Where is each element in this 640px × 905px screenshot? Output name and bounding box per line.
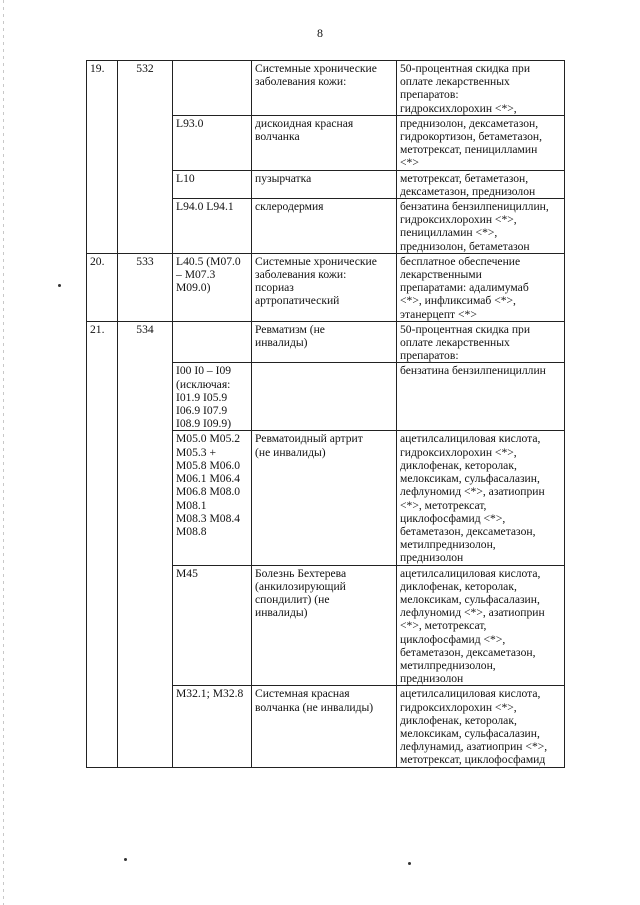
table-row (87, 321, 565, 363)
disease-name-cell (252, 170, 397, 198)
disease-name-text: склеродермия (255, 200, 324, 214)
drugs-list-text: бесплатное обеспечение лекарственными препаратами: адалимумаб <*>, инфликсимаб <*>, этанерцепт <*> (400, 254, 529, 321)
drugs-list-cell (397, 115, 565, 170)
group-code: 534 (118, 321, 173, 767)
disease-name-cell (252, 253, 397, 321)
group-code: 532 (118, 61, 173, 254)
disease-name-text: дискоидная красная волчанка (255, 116, 354, 144)
icd-codes-cell (173, 253, 252, 321)
drugs-list-text: бензатина бензилпенициллин (400, 364, 546, 378)
drugs-list-text: ацетилсалициловая кислота, гидроксихлорохин <*>, диклофенак, кеторолак, мелоксикам, сульфасалазин, лефлуномид <*>, азатиоприн <*>, метотрексат, циклофосфамид <*>, бетаметазон, дексаметазон, метилпреднизолон, преднизолон (400, 432, 545, 565)
drugs-list-text: 50-процентная скидка при оплате лекарственных препаратов: (400, 322, 531, 363)
drugs-list-cell (397, 199, 565, 254)
drugs-list-cell (397, 565, 565, 686)
icd-codes-cell (173, 170, 252, 198)
drugs-list-cell (397, 431, 565, 565)
icd-codes-cell (173, 321, 252, 363)
scan-dot (58, 284, 61, 287)
disease-name-text: Болезнь Бехтерева (анкилозирующий спондилит) (не инвалиды) (255, 566, 347, 620)
drugs-list-text: ацетилсалициловая кислота, диклофенак, кеторолак, мелоксикам, сульфасалазин, лефлуномид <*>, азатиоприн <*>, метотрексат, циклофосфамид <*>, бетаметазон, дексаметазон, метилпреднизолон, преднизолон (400, 566, 545, 686)
scan-dot (408, 862, 411, 865)
disease-name-text: Системные хронические заболевания кожи: (255, 62, 377, 89)
drugs-list-text: бензатина бензилпенициллин, гидроксихлорохин <*>, пеницилламин <*>, преднизолон, бетаметазон (400, 200, 549, 253)
disease-name-cell (252, 686, 397, 767)
drugs-list-cell (397, 321, 565, 363)
group-code: 533 (118, 253, 173, 321)
icd-codes-text: M05.0 M05.2 M05.3 + M05.8 M06.0 M06.1 M06.4 M06.8 M08.0 M08.1 M08.3 M08.4 M08.8 (176, 432, 241, 538)
disease-name-cell (252, 363, 397, 431)
disease-name-text: Ревматоидный артрит (не инвалиды) (255, 432, 363, 459)
drugs-list-text: ацетилсалициловая кислота, гидроксихлорохин <*>, диклофенак, кеторолак, мелоксикам, сульфасалазин, лефлунамид, азатиоприн <*>, метотрексат, циклофосфамид (400, 687, 548, 767)
icd-codes-text: L40.5 (M07.0 – M07.3 M09.0) (176, 254, 241, 295)
icd-codes-cell (173, 565, 252, 686)
table-row (87, 253, 565, 321)
disease-name-text: Ревматизм (не инвалиды) (255, 322, 325, 350)
table-body (87, 61, 565, 768)
row-number: 19. (87, 61, 118, 254)
icd-codes-text: L10 (176, 171, 195, 185)
disease-name-text: пузырчатка (255, 171, 312, 185)
drugs-list-text: 50-процентная скидка при оплате лекарственных препаратов: гидроксихлорохин <*>, (400, 62, 531, 115)
disease-name-cell (252, 431, 397, 565)
row-number: 20. (87, 253, 118, 321)
drugs-list-cell (397, 363, 565, 431)
drugs-list-text: преднизолон, дексаметазон, гидрокортизон, бетаметазон, метотрексат, пеницилламин <*> (400, 116, 543, 170)
icd-codes-cell (173, 686, 252, 767)
icd-codes-cell (173, 431, 252, 565)
drugs-list-cell (397, 170, 565, 198)
icd-codes-cell (173, 61, 252, 116)
icd-codes-cell (173, 115, 252, 170)
disease-name-cell (252, 61, 397, 116)
drugs-list-cell (397, 686, 565, 767)
icd-codes-text: L94.0 L94.1 (176, 200, 234, 214)
icd-codes-text: M32.1; M32.8 (176, 687, 244, 701)
icd-codes-text: M45 (176, 566, 198, 580)
icd-codes-cell (173, 199, 252, 254)
disease-name-cell (252, 565, 397, 686)
drugs-list-cell (397, 253, 565, 321)
drugs-list-cell (397, 61, 565, 116)
disease-name-cell (252, 321, 397, 363)
icd-codes-text: I00 I0 – I09 (исключая: I01.9 I05.9 I06.9 I07.9 I08.9 I09.9) (176, 364, 232, 431)
icd-codes-text: L93.0 (176, 116, 204, 130)
table-row (87, 61, 565, 116)
disease-name-cell (252, 115, 397, 170)
drugs-list-text: метотрексат, бетаметазон, дексаметазон, преднизолон (400, 171, 536, 198)
scan-edge-artifact (3, 0, 4, 905)
disease-name-text: Системная красная волчанка (не инвалиды) (255, 687, 374, 714)
disease-name-cell (252, 199, 397, 254)
disease-name-text: Системные хронические заболевания кожи: псориаз артропатический (255, 254, 377, 308)
scan-dot (124, 858, 127, 861)
row-number: 21. (87, 321, 118, 767)
icd-codes-cell (173, 363, 252, 431)
benefits-table (86, 60, 565, 768)
page-number: 8 (317, 26, 323, 40)
